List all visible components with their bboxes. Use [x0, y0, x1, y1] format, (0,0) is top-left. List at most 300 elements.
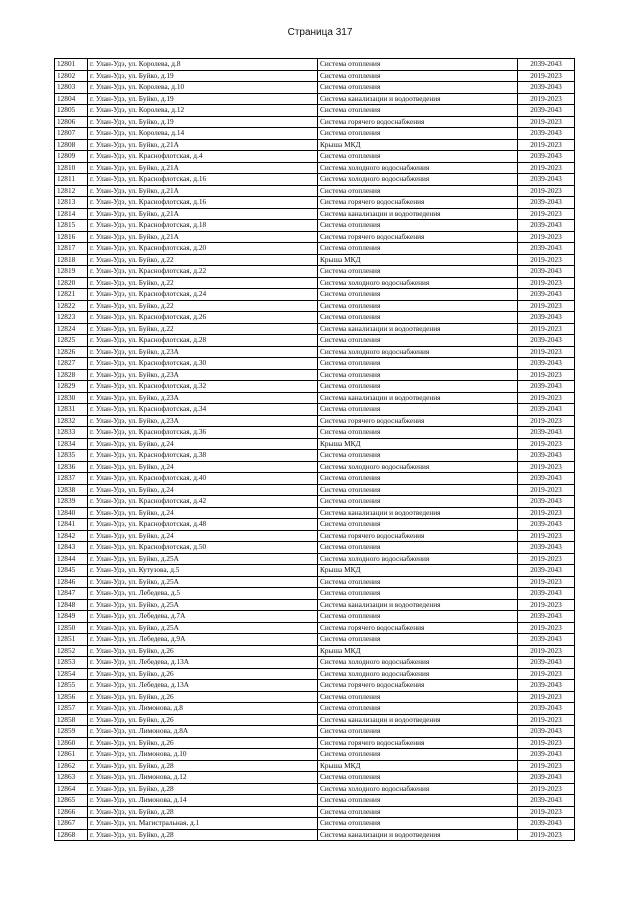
system-cell: Система отопления [318, 82, 518, 94]
table-row [55, 645, 575, 657]
table-row [55, 772, 575, 784]
address-cell: г. Улан-Удэ, ул. Краснофлотская, д.48 [88, 519, 318, 531]
row-number-cell: 12827 [55, 358, 88, 370]
row-number-cell: 12805 [55, 105, 88, 117]
table-row [55, 162, 575, 174]
row-number-cell: 12825 [55, 335, 88, 347]
address-cell: г. Улан-Удэ, ул. Буйко, д.26 [88, 714, 318, 726]
system-cell: Система отопления [318, 70, 518, 82]
row-number-cell: 12812 [55, 185, 88, 197]
table-row [55, 553, 575, 565]
period-cell: 2019-2023 [518, 93, 575, 105]
row-number-cell: 12820 [55, 277, 88, 289]
row-number-cell: 12806 [55, 116, 88, 128]
row-number-cell: 12848 [55, 599, 88, 611]
period-cell: 2019-2023 [518, 714, 575, 726]
period-cell: 2039-2043 [518, 611, 575, 623]
row-number-cell: 12831 [55, 404, 88, 416]
address-cell: г. Улан-Удэ, ул. Краснофлотская, д.18 [88, 220, 318, 232]
period-cell: 2039-2043 [518, 381, 575, 393]
table-row [55, 82, 575, 94]
period-cell: 2019-2023 [518, 438, 575, 450]
address-cell: г. Улан-Удэ, ул. Лебедева, д.7А [88, 611, 318, 623]
period-cell: 2019-2023 [518, 530, 575, 542]
address-cell: г. Улан-Удэ, ул. Лебедева, д.9А [88, 634, 318, 646]
table-row [55, 243, 575, 255]
system-cell: Система канализации и водоотведения [318, 93, 518, 105]
row-number-cell: 12808 [55, 139, 88, 151]
address-cell: г. Улан-Удэ, ул. Буйко, д.23А [88, 346, 318, 358]
row-number-cell: 12855 [55, 680, 88, 692]
system-cell: Крыша МКД [318, 438, 518, 450]
address-cell: г. Улан-Удэ, ул. Кутузова, д.5 [88, 565, 318, 577]
system-cell: Система холодного водоснабжения [318, 162, 518, 174]
period-cell: 2019-2023 [518, 461, 575, 473]
address-cell: г. Улан-Удэ, ул. Краснофлотская, д.50 [88, 542, 318, 554]
address-cell: г. Улан-Удэ, ул. Буйко, д.19 [88, 93, 318, 105]
system-cell: Система отопления [318, 185, 518, 197]
period-cell: 2019-2023 [518, 139, 575, 151]
period-cell: 2039-2043 [518, 312, 575, 324]
period-cell: 2019-2023 [518, 691, 575, 703]
address-cell: г. Улан-Удэ, ул. Буйко, д.26 [88, 691, 318, 703]
address-cell: г. Улан-Удэ, ул. Краснофлотская, д.28 [88, 335, 318, 347]
system-cell: Система отопления [318, 300, 518, 312]
table-row [55, 105, 575, 117]
system-cell: Система горячего водоснабжения [318, 231, 518, 243]
row-number-cell: 12803 [55, 82, 88, 94]
table-row [55, 714, 575, 726]
address-cell: г. Улан-Удэ, ул. Буйко, д.24 [88, 507, 318, 519]
row-number-cell: 12807 [55, 128, 88, 140]
period-cell: 2019-2023 [518, 760, 575, 772]
row-number-cell: 12863 [55, 772, 88, 784]
address-cell: г. Улан-Удэ, ул. Краснофлотская, д.26 [88, 312, 318, 324]
table-row [55, 484, 575, 496]
row-number-cell: 12868 [55, 829, 88, 841]
table-row [55, 116, 575, 128]
row-number-cell: 12813 [55, 197, 88, 209]
row-number-cell: 12846 [55, 576, 88, 588]
row-number-cell: 12852 [55, 645, 88, 657]
period-cell: 2039-2043 [518, 726, 575, 738]
system-cell: Система горячего водоснабжения [318, 530, 518, 542]
period-cell: 2039-2043 [518, 404, 575, 416]
table-row [55, 726, 575, 738]
system-cell: Система отопления [318, 588, 518, 600]
address-cell: г. Улан-Удэ, ул. Королева, д.10 [88, 82, 318, 94]
period-cell: 2019-2023 [518, 277, 575, 289]
row-number-cell: 12858 [55, 714, 88, 726]
period-cell: 2039-2043 [518, 749, 575, 761]
table-row [55, 657, 575, 669]
system-cell: Система отопления [318, 404, 518, 416]
system-cell: Система отопления [318, 427, 518, 439]
table-row [55, 691, 575, 703]
system-cell: Система отопления [318, 703, 518, 715]
table-row [55, 335, 575, 347]
period-cell: 2039-2043 [518, 266, 575, 278]
period-cell: 2039-2043 [518, 818, 575, 830]
table-row [55, 415, 575, 427]
table-row [55, 358, 575, 370]
table-row [55, 760, 575, 772]
period-cell: 2019-2023 [518, 208, 575, 220]
system-cell: Система канализации и водоотведения [318, 323, 518, 335]
period-cell: 2039-2043 [518, 473, 575, 485]
row-number-cell: 12801 [55, 59, 88, 71]
address-cell: г. Улан-Удэ, ул. Краснофлотская, д.42 [88, 496, 318, 508]
system-cell: Крыша МКД [318, 139, 518, 151]
table-row [55, 818, 575, 830]
period-cell: 2019-2023 [518, 668, 575, 680]
table-row [55, 174, 575, 186]
period-cell: 2019-2023 [518, 553, 575, 565]
period-cell: 2019-2023 [518, 622, 575, 634]
row-number-cell: 12833 [55, 427, 88, 439]
system-cell: Система отопления [318, 484, 518, 496]
table-row [55, 783, 575, 795]
system-cell: Система канализации и водоотведения [318, 392, 518, 404]
system-cell: Система отопления [318, 496, 518, 508]
period-cell: 2039-2043 [518, 657, 575, 669]
row-number-cell: 12866 [55, 806, 88, 818]
row-number-cell: 12842 [55, 530, 88, 542]
row-number-cell: 12853 [55, 657, 88, 669]
row-number-cell: 12856 [55, 691, 88, 703]
address-cell: г. Улан-Удэ, ул. Буйко, д.21А [88, 231, 318, 243]
row-number-cell: 12862 [55, 760, 88, 772]
row-number-cell: 12832 [55, 415, 88, 427]
period-cell: 2019-2023 [518, 737, 575, 749]
address-cell: г. Улан-Удэ, ул. Лебедева, д.13А [88, 680, 318, 692]
period-cell: 2019-2023 [518, 300, 575, 312]
period-cell: 2039-2043 [518, 427, 575, 439]
period-cell: 2019-2023 [518, 829, 575, 841]
table-row [55, 519, 575, 531]
row-number-cell: 12816 [55, 231, 88, 243]
table-row [55, 197, 575, 209]
address-cell: г. Улан-Удэ, ул. Лебедева, д.5 [88, 588, 318, 600]
table-row [55, 427, 575, 439]
table-row [55, 576, 575, 588]
row-number-cell: 12828 [55, 369, 88, 381]
table-row [55, 381, 575, 393]
period-cell: 2039-2043 [518, 128, 575, 140]
system-cell: Система холодного водоснабжения [318, 553, 518, 565]
row-number-cell: 12867 [55, 818, 88, 830]
address-cell: г. Улан-Удэ, ул. Буйко, д.28 [88, 806, 318, 818]
row-number-cell: 12843 [55, 542, 88, 554]
row-number-cell: 12823 [55, 312, 88, 324]
system-cell: Система отопления [318, 128, 518, 140]
address-cell: г. Улан-Удэ, ул. Буйко, д.24 [88, 461, 318, 473]
system-cell: Система отопления [318, 335, 518, 347]
address-cell: г. Улан-Удэ, ул. Лимонова, д.8А [88, 726, 318, 738]
period-cell: 2019-2023 [518, 806, 575, 818]
table-row [55, 289, 575, 301]
table-row [55, 530, 575, 542]
row-number-cell: 12844 [55, 553, 88, 565]
system-cell: Система отопления [318, 369, 518, 381]
system-cell: Система холодного водоснабжения [318, 277, 518, 289]
row-number-cell: 12851 [55, 634, 88, 646]
table-row [55, 611, 575, 623]
system-cell: Система отопления [318, 151, 518, 163]
table-row [55, 254, 575, 266]
system-cell: Крыша МКД [318, 254, 518, 266]
system-cell: Система отопления [318, 289, 518, 301]
row-number-cell: 12830 [55, 392, 88, 404]
system-cell: Система холодного водоснабжения [318, 783, 518, 795]
system-cell: Система холодного водоснабжения [318, 657, 518, 669]
address-cell: г. Улан-Удэ, ул. Буйко, д.22 [88, 254, 318, 266]
row-number-cell: 12837 [55, 473, 88, 485]
table-row [55, 622, 575, 634]
address-cell: г. Улан-Удэ, ул. Буйко, д.25А [88, 622, 318, 634]
period-cell: 2019-2023 [518, 599, 575, 611]
address-cell: г. Улан-Удэ, ул. Буйко, д.24 [88, 484, 318, 496]
system-cell: Система горячего водоснабжения [318, 197, 518, 209]
address-cell: г. Улан-Удэ, ул. Буйко, д.24 [88, 438, 318, 450]
address-cell: г. Улан-Удэ, ул. Буйко, д.23А [88, 392, 318, 404]
system-cell: Система канализации и водоотведения [318, 208, 518, 220]
address-cell: г. Улан-Удэ, ул. Буйко, д.22 [88, 300, 318, 312]
table-row [55, 507, 575, 519]
address-cell: г. Улан-Удэ, ул. Лимонова, д.8 [88, 703, 318, 715]
table-row [55, 312, 575, 324]
row-number-cell: 12861 [55, 749, 88, 761]
address-cell: г. Улан-Удэ, ул. Буйко, д.26 [88, 645, 318, 657]
table-row [55, 369, 575, 381]
period-cell: 2019-2023 [518, 415, 575, 427]
row-number-cell: 12815 [55, 220, 88, 232]
table-row [55, 128, 575, 140]
row-number-cell: 12818 [55, 254, 88, 266]
system-cell: Система отопления [318, 220, 518, 232]
system-cell: Система горячего водоснабжения [318, 737, 518, 749]
table-row [55, 277, 575, 289]
system-cell: Система отопления [318, 519, 518, 531]
system-cell: Система холодного водоснабжения [318, 668, 518, 680]
period-cell: 2039-2043 [518, 542, 575, 554]
address-cell: г. Улан-Удэ, ул. Буйко, д.21А [88, 162, 318, 174]
table-row [55, 737, 575, 749]
table-row [55, 346, 575, 358]
row-number-cell: 12835 [55, 450, 88, 462]
row-number-cell: 12822 [55, 300, 88, 312]
period-cell: 2019-2023 [518, 392, 575, 404]
address-cell: г. Улан-Удэ, ул. Буйко, д.26 [88, 668, 318, 680]
system-cell: Система отопления [318, 611, 518, 623]
period-cell: 2039-2043 [518, 680, 575, 692]
period-cell: 2019-2023 [518, 576, 575, 588]
address-cell: г. Улан-Удэ, ул. Буйко, д.25А [88, 553, 318, 565]
table-row [55, 668, 575, 680]
address-cell: г. Улан-Удэ, ул. Буйко, д.28 [88, 783, 318, 795]
table-row [55, 231, 575, 243]
table-row [55, 795, 575, 807]
period-cell: 2019-2023 [518, 507, 575, 519]
row-number-cell: 12838 [55, 484, 88, 496]
address-cell: г. Улан-Удэ, ул. Краснофлотская, д.40 [88, 473, 318, 485]
table-row [55, 749, 575, 761]
table-row [55, 151, 575, 163]
period-cell: 2019-2023 [518, 231, 575, 243]
period-cell: 2039-2043 [518, 220, 575, 232]
system-cell: Система отопления [318, 358, 518, 370]
address-cell: г. Улан-Удэ, ул. Краснофлотская, д.20 [88, 243, 318, 255]
row-number-cell: 12857 [55, 703, 88, 715]
table-row [55, 473, 575, 485]
system-cell: Система отопления [318, 542, 518, 554]
row-number-cell: 12811 [55, 174, 88, 186]
table-row [55, 829, 575, 841]
system-cell: Система отопления [318, 381, 518, 393]
table-row [55, 185, 575, 197]
table-row [55, 139, 575, 151]
row-number-cell: 12854 [55, 668, 88, 680]
period-cell: 2039-2043 [518, 59, 575, 71]
address-cell: г. Улан-Удэ, ул. Буйко, д.24 [88, 530, 318, 542]
period-cell: 2039-2043 [518, 588, 575, 600]
period-cell: 2039-2043 [518, 565, 575, 577]
table-row [55, 450, 575, 462]
row-number-cell: 12845 [55, 565, 88, 577]
period-cell: 2039-2043 [518, 243, 575, 255]
table-row [55, 208, 575, 220]
address-cell: г. Улан-Удэ, ул. Лимонова, д.12 [88, 772, 318, 784]
period-cell: 2019-2023 [518, 783, 575, 795]
period-cell: 2019-2023 [518, 185, 575, 197]
table-row [55, 404, 575, 416]
row-number-cell: 12824 [55, 323, 88, 335]
address-cell: г. Улан-Удэ, ул. Лебедева, д.13А [88, 657, 318, 669]
address-cell: г. Улан-Удэ, ул. Краснофлотская, д.32 [88, 381, 318, 393]
system-cell: Система горячего водоснабжения [318, 415, 518, 427]
address-cell: г. Улан-Удэ, ул. Буйко, д.23А [88, 369, 318, 381]
table-row [55, 496, 575, 508]
system-cell: Система отопления [318, 634, 518, 646]
address-cell: г. Улан-Удэ, ул. Краснофлотская, д.22 [88, 266, 318, 278]
address-cell: г. Улан-Удэ, ул. Буйко, д.21А [88, 208, 318, 220]
period-cell: 2019-2023 [518, 346, 575, 358]
period-cell: 2039-2043 [518, 335, 575, 347]
system-cell: Система отопления [318, 749, 518, 761]
system-cell: Система отопления [318, 691, 518, 703]
table-row [55, 70, 575, 82]
period-cell: 2039-2043 [518, 795, 575, 807]
table-row [55, 565, 575, 577]
row-number-cell: 12829 [55, 381, 88, 393]
system-cell: Система горячего водоснабжения [318, 622, 518, 634]
address-cell: г. Улан-Удэ, ул. Королева, д.14 [88, 128, 318, 140]
address-cell: г. Улан-Удэ, ул. Королева, д.8 [88, 59, 318, 71]
row-number-cell: 12810 [55, 162, 88, 174]
table-row [55, 93, 575, 105]
system-cell: Система отопления [318, 243, 518, 255]
system-cell: Система отопления [318, 312, 518, 324]
address-cell: г. Улан-Удэ, ул. Лимонова, д.14 [88, 795, 318, 807]
period-cell: 2039-2043 [518, 82, 575, 94]
system-cell: Система канализации и водоотведения [318, 507, 518, 519]
period-cell: 2039-2043 [518, 105, 575, 117]
period-cell: 2039-2043 [518, 772, 575, 784]
address-cell: г. Улан-Удэ, ул. Буйко, д.22 [88, 277, 318, 289]
period-cell: 2039-2043 [518, 450, 575, 462]
row-number-cell: 12849 [55, 611, 88, 623]
address-cell: г. Улан-Удэ, ул. Буйко, д.19 [88, 70, 318, 82]
system-cell: Крыша МКД [318, 760, 518, 772]
period-cell: 2019-2023 [518, 254, 575, 266]
system-cell: Система отопления [318, 105, 518, 117]
system-cell: Система горячего водоснабжения [318, 116, 518, 128]
period-cell: 2019-2023 [518, 369, 575, 381]
row-number-cell: 12804 [55, 93, 88, 105]
address-cell: г. Улан-Удэ, ул. Краснофлотская, д.34 [88, 404, 318, 416]
system-cell: Система отопления [318, 806, 518, 818]
period-cell: 2019-2023 [518, 116, 575, 128]
address-cell: г. Улан-Удэ, ул. Краснофлотская, д.24 [88, 289, 318, 301]
period-cell: 2019-2023 [518, 484, 575, 496]
system-cell: Крыша МКД [318, 645, 518, 657]
row-number-cell: 12850 [55, 622, 88, 634]
table-row [55, 680, 575, 692]
row-number-cell: 12841 [55, 519, 88, 531]
period-cell: 2039-2043 [518, 358, 575, 370]
period-cell: 2019-2023 [518, 162, 575, 174]
table-row [55, 806, 575, 818]
table-row [55, 634, 575, 646]
address-cell: г. Улан-Удэ, ул. Буйко, д.28 [88, 760, 318, 772]
system-cell: Крыша МКД [318, 565, 518, 577]
row-number-cell: 12826 [55, 346, 88, 358]
address-cell: г. Улан-Удэ, ул. Буйко, д.25А [88, 576, 318, 588]
address-cell: г. Улан-Удэ, ул. Лимонова, д.10 [88, 749, 318, 761]
row-number-cell: 12821 [55, 289, 88, 301]
system-cell: Система отопления [318, 772, 518, 784]
address-cell: г. Улан-Удэ, ул. Магистральная, д.1 [88, 818, 318, 830]
register-table [54, 58, 575, 841]
table-row [55, 542, 575, 554]
table-row [55, 438, 575, 450]
system-cell: Система канализации и водоотведения [318, 599, 518, 611]
system-cell: Система отопления [318, 726, 518, 738]
address-cell: г. Улан-Удэ, ул. Буйко, д.19 [88, 116, 318, 128]
system-cell: Система отопления [318, 818, 518, 830]
table-row [55, 266, 575, 278]
address-cell: г. Улан-Удэ, ул. Краснофлотская, д.38 [88, 450, 318, 462]
system-cell: Система отопления [318, 59, 518, 71]
table-row [55, 220, 575, 232]
row-number-cell: 12864 [55, 783, 88, 795]
table-row [55, 599, 575, 611]
system-cell: Система отопления [318, 266, 518, 278]
period-cell: 2039-2043 [518, 496, 575, 508]
period-cell: 2019-2023 [518, 70, 575, 82]
row-number-cell: 12847 [55, 588, 88, 600]
table-row [55, 392, 575, 404]
address-cell: г. Улан-Удэ, ул. Буйко, д.26 [88, 737, 318, 749]
address-cell: г. Улан-Удэ, ул. Краснофлотская, д.4 [88, 151, 318, 163]
address-cell: г. Улан-Удэ, ул. Краснофлотская, д.36 [88, 427, 318, 439]
row-number-cell: 12865 [55, 795, 88, 807]
period-cell: 2039-2043 [518, 289, 575, 301]
table-row [55, 703, 575, 715]
address-cell: г. Улан-Удэ, ул. Королева, д.12 [88, 105, 318, 117]
address-cell: г. Улан-Удэ, ул. Буйко, д.25А [88, 599, 318, 611]
system-cell: Система канализации и водоотведения [318, 829, 518, 841]
